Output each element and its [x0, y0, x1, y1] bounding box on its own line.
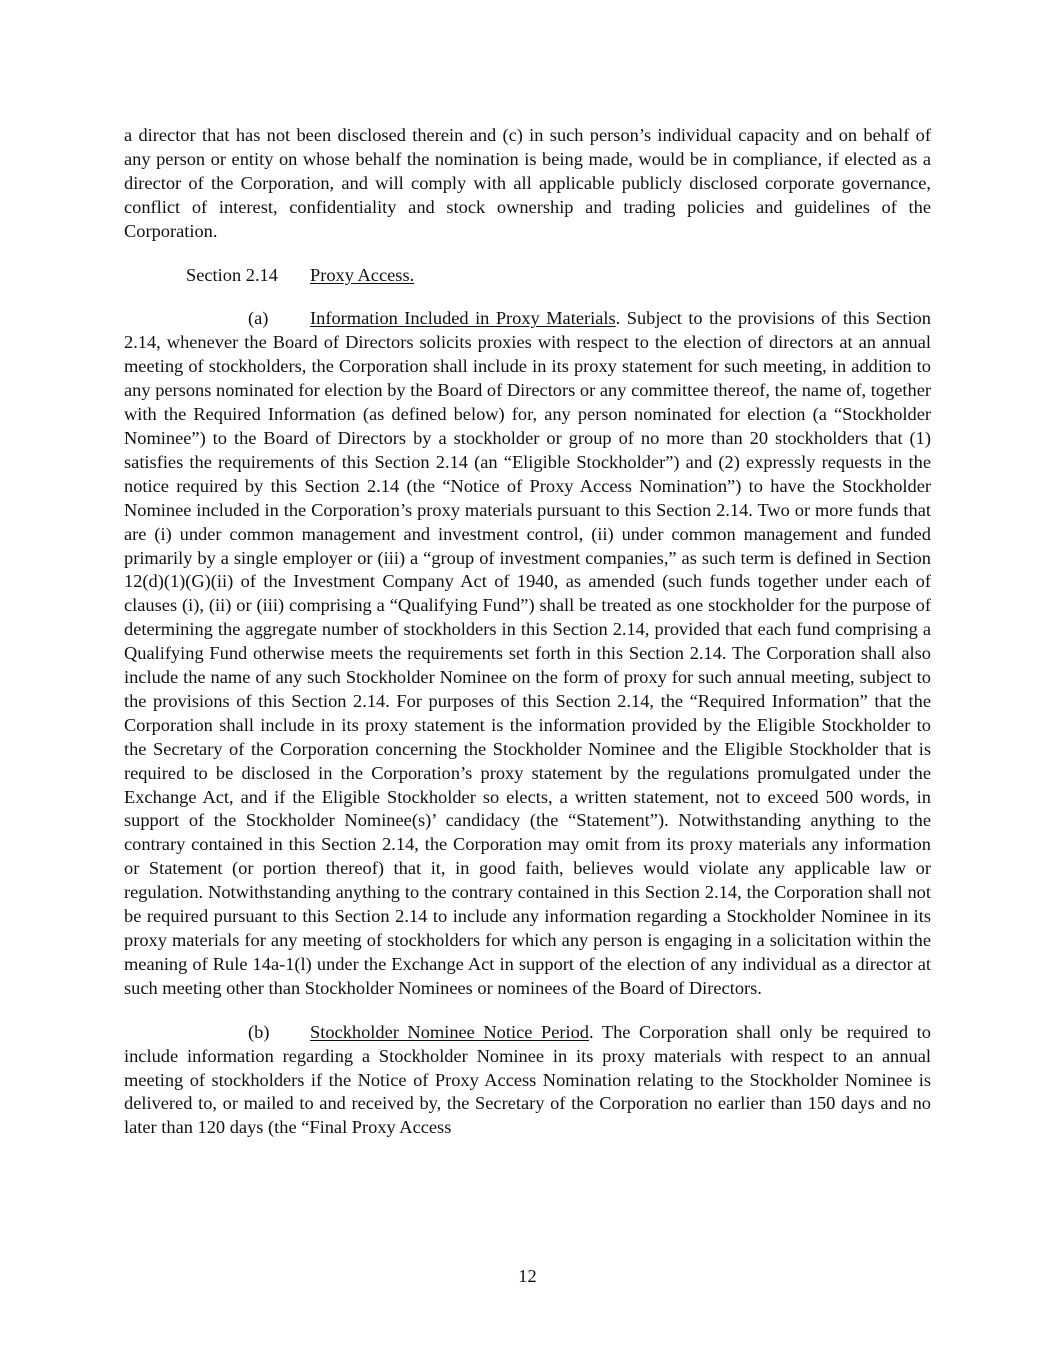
subsection-a-heading: Information Included in Proxy Materials	[310, 308, 616, 329]
section-number: Section 2.14	[186, 264, 278, 285]
page-number: 12	[518, 1266, 537, 1286]
paragraph-spacer	[124, 244, 931, 264]
section-title: Proxy Access.	[310, 264, 415, 285]
subsection-b-paragraph	[124, 1021, 931, 1141]
subsection-a-body: Subject to the provisions of this Section 2.14, whenever the Board of Directors solicits proxies with respect to the election of directors at an annual meeting of stockholders, the Corporation shall include in its proxy statement for such meeting, in addition to any persons nominated for election by the Board of Directors or any committee thereof, the name of, together with the Required Information (as defined below) for, any person nominated for election (a “Stockholder Nominee”) to the Board of Directors by a stockholder or group of no more than 20 stockholders that (1) satisfies the requirements of this Section 2.14 (an “Eligible Stockholder”) and (2) expressly requests in the notice required by this Section 2.14 (the “Notice of Proxy Access Nomination”) to have the Stockholder Nominee included in the Corporation’s proxy materials pursuant to this Section 2.14. Two or more funds that are (i) under common management and investment control, (ii) under common management and funded primarily by a single employer or (iii) a “group of investment companies,” as such term is defined in Section 12(d)(1)(G)(ii) of the Investment Company Act of 1940, as amended (such funds together under each of clauses (i), (ii) or (iii) comprising a “Qualifying Fund”) shall be treated as one stockholder for the purpose of determining the aggregate number of stockholders in this Section 2.14, provided that each fund comprising a Qualifying Fund otherwise meets the requirements set forth in this Section 2.14. The Corporation shall also include the name of any such Stockholder Nominee on the form of proxy for such annual meeting, subject to the provisions of this Section 2.14. For purposes of this Section 2.14, the “Required Information” that the Corporation shall include in its proxy statement is the information provided by the Eligible Stockholder to the Secretary of the Corporation concerning the Stockholder Nominee and the Eligible Stockholder that is required to be disclosed in the Corporation’s proxy statement by the regulations promulgated under the Exchange Act, and if the Eligible Stockholder so elects, a written statement, not to exceed 500 words, in support of the Stockholder Nominee(s)’ candidacy (the “Statement”). Notwithstanding anything to the contrary contained in this Section 2.14, the Corporation may omit from its proxy materials any information or Statement (or portion thereof) that it, in good faith, believes would violate any applicable law or regulation. Notwithstanding anything to the contrary contained in this Section 2.14, the Corporation shall not be required pursuant to this Section 2.14 to include any information regarding a Stockholder Nominee in its proxy materials for any meeting of stockholders for which any person is engaging in a solicitation within the meaning of Rule 14a-1(l) under the Exchange Act in support of the election of any individual as a director at such meeting other than Stockholder Nominees or nominees of the Board of Directors.	[124, 308, 931, 998]
subsection-a-paragraph	[124, 307, 931, 1000]
subsection-a-label: (a)	[248, 308, 269, 329]
subsection-a-heading-punct: .	[615, 308, 621, 329]
document-page	[124, 124, 931, 1140]
paragraph-spacer	[124, 1001, 931, 1021]
subsection-b-heading: Stockholder Nominee Notice Period	[310, 1021, 589, 1042]
paragraph-spacer	[124, 287, 931, 307]
section-heading	[124, 264, 931, 288]
subsection-b-heading-punct: .	[589, 1021, 594, 1042]
continuation-paragraph: a director that has not been disclosed therein and (c) in such person’s individual capacity and on behalf of any person or entity on whose behalf the nomination is being made, would be in compliance, if elected as a director of the Corporation, and will comply with all applicable publicly disclosed corporate governance, conflict of interest, confidentiality and stock ownership and trading policies and guidelines of the Corporation.	[124, 125, 931, 241]
subsection-b-label: (b)	[248, 1021, 270, 1042]
subsection-b-body: The Corporation shall only be required to include information regarding a Stockholder Nominee in its proxy materials with respect to an annual meeting of stockholders if the Notice of Proxy Access Nomination relating to the Stockholder Nominee is delivered to, or mailed to and received by, the Secretary of the Corporation no earlier than 150 days and no later than 120 days (the “Final Proxy Access	[124, 1021, 931, 1138]
